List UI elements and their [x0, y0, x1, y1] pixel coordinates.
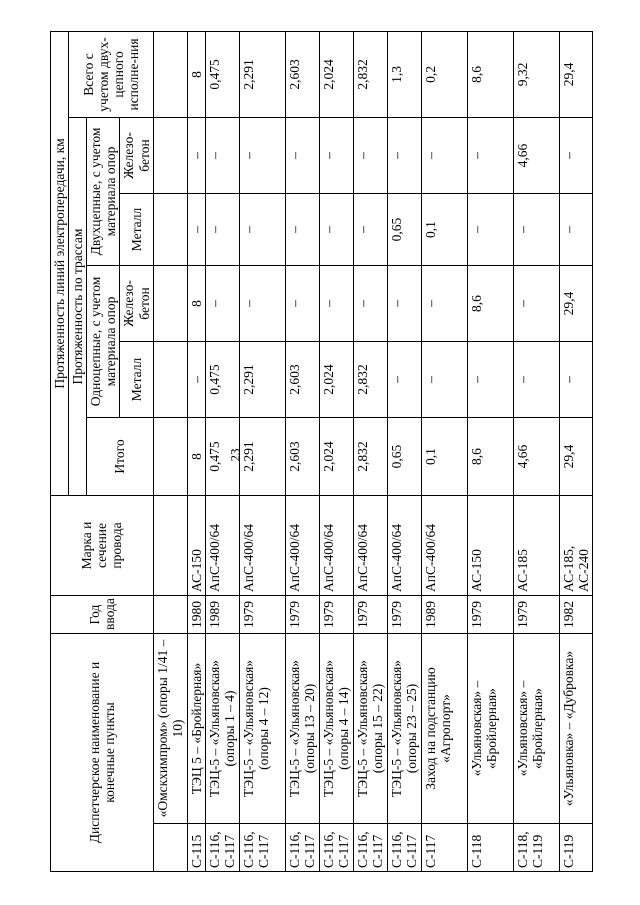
row-code [153, 824, 187, 872]
row-double-concrete [153, 118, 187, 194]
row-code: С-116, С-117 [353, 824, 387, 872]
row-year: 1979 [285, 596, 319, 634]
row-single-metal [153, 342, 187, 418]
row-all-circuits: 9,32 [513, 31, 559, 117]
row-single-metal: – [559, 342, 592, 418]
row-year: 1979 [513, 596, 559, 634]
row-double-concrete: – [319, 118, 353, 194]
row-total [153, 418, 187, 496]
row-wire: АпС-400/64 [205, 496, 239, 596]
row-name: «Омскхимпром» (опоры 1/41 – 10) [153, 634, 187, 824]
header-metal: Металл [120, 342, 153, 418]
row-all-circuits: 2,832 [353, 31, 387, 117]
row-single-concrete: – [285, 266, 319, 342]
row-name: ТЭЦ 5 – «Бройлерная» [187, 634, 205, 824]
row-double-concrete: – [467, 118, 513, 194]
row-name: ТЭЦ-5 – «Ульяновская» (опоры 15 – 22) [353, 634, 387, 824]
row-total: 29,4 [559, 418, 592, 496]
row-year: 1979 [387, 596, 421, 634]
row-name: ТЭЦ-5 – «Ульяновская» (опоры 1 – 4) [205, 634, 239, 824]
table-row [285, 31, 319, 871]
row-code: С-119 [559, 824, 592, 872]
row-single-concrete: 8,6 [467, 266, 513, 342]
row-name: ТЭЦ-5 – «Ульяновская» (опоры 13 – 20) [285, 634, 319, 824]
row-double-metal: – [353, 194, 387, 266]
row-total: 0,1 [421, 418, 467, 496]
row-year: 1989 [205, 596, 239, 634]
row-year [153, 596, 187, 634]
row-single-metal: – [421, 342, 467, 418]
row-code: С-116, С-117 [239, 824, 285, 872]
row-single-metal: 2,832 [353, 342, 387, 418]
row-name: Заход на подстанцию «Агропорт» [421, 634, 467, 824]
table-row [559, 31, 592, 871]
row-code: С-118 [467, 824, 513, 872]
row-wire: АС-185 [513, 496, 559, 596]
row-all-circuits: 2,291 [239, 31, 285, 117]
row-double-concrete: – [421, 118, 467, 194]
row-code: С-116, С-117 [387, 824, 421, 872]
table-row [421, 31, 467, 871]
table-row [187, 31, 205, 871]
row-year: 1979 [467, 596, 513, 634]
page-number: 23 [227, 448, 243, 462]
row-wire: АпС-400/64 [239, 496, 285, 596]
row-code: С-115 [187, 824, 205, 872]
header-route-group: Протяженность по трассам [69, 118, 87, 496]
row-all-circuits: 0,2 [421, 31, 467, 117]
row-double-metal: – [239, 194, 285, 266]
row-double-concrete: – [187, 118, 205, 194]
row-single-concrete [153, 266, 187, 342]
row-double-concrete: – [205, 118, 239, 194]
header-concrete: Железо-бетон [120, 266, 153, 342]
row-single-metal: – [187, 342, 205, 418]
row-wire: АС-185, АС-240 [559, 496, 592, 596]
table-row [239, 31, 285, 871]
rotated-table-container [50, 32, 591, 872]
row-year: 1989 [421, 596, 467, 634]
row-single-metal: 2,603 [285, 342, 319, 418]
row-year: 1980 [187, 596, 205, 634]
row-all-circuits: 2,603 [285, 31, 319, 117]
row-name: ТЭЦ-5 – «Ульяновская» (опоры 4 – 14) [319, 634, 353, 824]
table-body [153, 31, 592, 871]
row-total: 2,832 [353, 418, 387, 496]
row-single-metal: – [513, 342, 559, 418]
header-all-circuits: Всего с учетом двух-цепного исполне-ния [69, 31, 154, 117]
row-total: 2,024 [319, 418, 353, 496]
table-row [467, 31, 513, 871]
row-single-concrete: – [353, 266, 387, 342]
row-double-metal: – [467, 194, 513, 266]
row-name: «Ульяновка» – «Дубровка» [559, 634, 592, 824]
row-wire: АС-150 [467, 496, 513, 596]
table-header [51, 31, 154, 871]
row-name: «Ульяновская» – «Бройлерная» [467, 634, 513, 824]
row-name: ТЭЦ-5 – «Ульяновская» (опоры 4 – 12) [239, 634, 285, 824]
row-single-concrete: 8 [187, 266, 205, 342]
row-wire: АпС-400/64 [285, 496, 319, 596]
header-total: Итого [87, 418, 153, 496]
row-single-metal: 2,291 [239, 342, 285, 418]
row-single-concrete: – [205, 266, 239, 342]
row-single-concrete: – [387, 266, 421, 342]
row-total: 2,603 [285, 418, 319, 496]
row-double-metal: – [205, 194, 239, 266]
row-wire [153, 496, 187, 596]
row-wire: АпС-400/64 [353, 496, 387, 596]
row-double-metal: – [319, 194, 353, 266]
row-double-metal [153, 194, 187, 266]
row-single-metal: – [387, 342, 421, 418]
row-double-concrete: 4,66 [513, 118, 559, 194]
row-double-concrete: – [387, 118, 421, 194]
row-code: С-116, С-117 [319, 824, 353, 872]
row-double-metal: – [559, 194, 592, 266]
header-year: Год ввода [51, 596, 154, 634]
row-single-concrete: – [239, 266, 285, 342]
row-name: «Ульяновская» – «Бройлерная» [513, 634, 559, 824]
header-metal-double: Металл [120, 194, 153, 266]
row-double-metal: – [187, 194, 205, 266]
row-name: ТЭЦ-5 – «Ульяновская» (опоры 23 – 25) [387, 634, 421, 824]
table-row [387, 31, 421, 871]
row-single-concrete: – [421, 266, 467, 342]
row-year: 1979 [353, 596, 387, 634]
row-wire: АпС-400/64 [387, 496, 421, 596]
row-code: С-116, С-117 [285, 824, 319, 872]
row-code: С-118, С-119 [513, 824, 559, 872]
row-all-circuits [153, 31, 187, 117]
row-single-metal: 0,475 [205, 342, 239, 418]
row-year: 1979 [319, 596, 353, 634]
power-lines-table [50, 31, 593, 872]
header-name: Диспетчерское наименование и конечные пункты [51, 634, 154, 872]
table-row [353, 31, 387, 871]
row-year: 1982 [559, 596, 592, 634]
row-wire: АС-150 [187, 496, 205, 596]
row-single-metal: – [467, 342, 513, 418]
header-single: Одноцепные, с учетом материала опор [87, 266, 120, 418]
row-single-concrete: 29,4 [559, 266, 592, 342]
row-single-metal: 2,024 [319, 342, 353, 418]
row-double-metal: 0,1 [421, 194, 467, 266]
row-year: 1979 [239, 596, 285, 634]
row-total: 0,475 [205, 418, 239, 496]
row-code: С-117 [421, 824, 467, 872]
row-double-metal: – [513, 194, 559, 266]
row-double-metal: – [285, 194, 319, 266]
header-double: Двухцепные, с учетом материала опор [87, 118, 120, 266]
row-all-circuits: 8 [187, 31, 205, 117]
row-single-concrete: – [319, 266, 353, 342]
row-all-circuits: 0,475 [205, 31, 239, 117]
row-all-circuits: 2,024 [319, 31, 353, 117]
row-total: 2,291 [239, 418, 285, 496]
row-total: 8,6 [467, 418, 513, 496]
row-wire: АпС-400/64 [421, 496, 467, 596]
row-all-circuits: 1,3 [387, 31, 421, 117]
row-all-circuits: 8,6 [467, 31, 513, 117]
header-length-group: Протяженность линий электропередачи, км [51, 31, 69, 495]
row-wire: АпС-400/64 [319, 496, 353, 596]
row-double-concrete: – [285, 118, 319, 194]
row-double-concrete: – [239, 118, 285, 194]
row-total: 8 [187, 418, 205, 496]
row-total: 0,65 [387, 418, 421, 496]
row-double-concrete: – [559, 118, 592, 194]
header-concrete-double: Железо-бетон [120, 118, 153, 194]
row-total: 4,66 [513, 418, 559, 496]
row-double-metal: 0,65 [387, 194, 421, 266]
row-double-concrete: – [353, 118, 387, 194]
row-code: С-116, С-117 [205, 824, 239, 872]
table-row [319, 31, 353, 871]
table-row [153, 31, 187, 871]
table-row [513, 31, 559, 871]
row-single-concrete: – [513, 266, 559, 342]
header-wire: Марка и сечение провода [51, 496, 154, 596]
table-row [205, 31, 239, 871]
row-all-circuits: 29,4 [559, 31, 592, 117]
